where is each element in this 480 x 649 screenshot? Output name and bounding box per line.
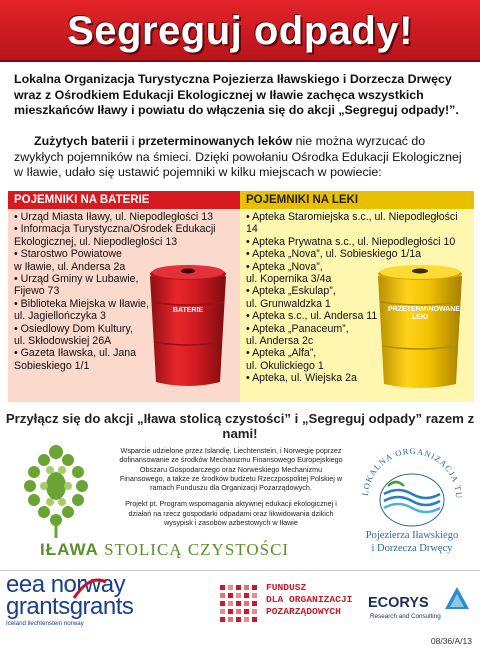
fundusz-line-1: FUNDUSZ [266, 582, 307, 593]
list-item: • Apteka, ul. Wiejska 2a [246, 372, 357, 385]
battery-bin-label: BATERIE [172, 307, 204, 314]
ecorys-logo: ECORYS [368, 595, 429, 611]
support-paragraph-2: Projekt pt. Program wspomagania aktywnej edukacji ekologicznej i działań na rzecz gospodarki odpadami oraz likwidowania dzikich wysypisk i zasobów azbestowych w Iławie [125, 499, 337, 528]
eea-swoosh-icon [70, 574, 110, 604]
info-text-2: nie można wyrzucać do zwykłych pojemników na śmieci. Dzięki powołaniu Ośrodka Edukacji Ekologicznej w Iławie, udało się ustawić pojemniki w kilku miejscach w powiecie: [14, 134, 462, 179]
list-item: • Apteka „Alfa”, ul. Okulickiego 1 [246, 347, 324, 372]
battery-bin-image [146, 262, 230, 390]
print-code: 08/36/A/13 [430, 636, 472, 646]
medicine-bin-image [374, 262, 466, 392]
ilawa-slogan-b: STOLICĄ CZYSTOŚCI [98, 540, 290, 559]
list-item: • Apteka „Eskulap”, ul. Grunwaldzka 1 [246, 285, 336, 310]
header-banner [0, 0, 480, 62]
fundusz-logo [266, 582, 352, 618]
medicines-title: POJEMNIKI NA LEKI [240, 191, 474, 209]
support-text [118, 446, 344, 534]
callout-text: Przyłącz się do akcji „Iława stolicą czystości” i „Segreguj odpady” razem z nami! [5, 411, 475, 441]
ecorys-triangle-icon [444, 586, 470, 610]
ilawa-slogan-a: IŁAWA [40, 540, 99, 559]
eea-line-2: grantsgrants [6, 593, 134, 620]
list-item: • Biblioteka Miejska w Iławie, ul. Jagiellończyka 3 [14, 297, 150, 323]
medicine-bin-label: PRZETERMINOWANE LEKI [388, 306, 460, 321]
fundusz-line-2: DLA ORGANIZACJI [266, 594, 353, 605]
list-item: • Gazeta Iławska, ul. Jana Sobieskiego 1/1 [14, 347, 137, 372]
list-item: • Apteka Staromiejska s.c., ul. Niepodległości 14 [246, 211, 458, 236]
ecorys-sub: Research and Consulting [370, 613, 441, 620]
lot-caption-2: i Dorzecza Drwęcy [371, 542, 453, 554]
fundusz-grid-icon [218, 583, 262, 625]
list-item: • Starostwo Powiatowe w Iławie, ul. Andersa 2a [14, 248, 126, 273]
list-item: • Urząd Miasta Iławy, ul. Niepodległości 13 [14, 211, 213, 223]
lot-ring-text: LOKALNA ORGANIZACJA TU [359, 445, 465, 500]
batteries-title: POJEMNIKI NA BATERIE [8, 191, 240, 209]
page-title: Segreguj odpady! [67, 9, 413, 53]
intro-paragraph: Lokalna Organizacja Turystyczna Pojezierza Iławskiego i Dorzecza Drwęcy wraz z Ośrodkiem Edukacji Ekologicznej w Iławie zachęca wszystkich mieszkańców Iławy i powiatu do włączenia się do akcji „Segreguj odpady!”. [14, 72, 459, 117]
list-item: • Apteka „Nova”, ul. Kopernika 3/4a [246, 260, 332, 286]
fundusz-line-3: POZARZĄDOWYCH [266, 606, 341, 617]
support-paragraph-1: Wsparcie udzielone przez Islandię, Liechtenstein, i Norwegię poprzez dofinansowanie ze środków Mechanizmu Finansowego Europejskiego Obszaru Gospodarczego oraz Norweskiego Mechanizmu Finansowego, a także ze środków budżetu Rzeczpospolitej Polskiej w ramach Funduszu dla Organizacji Pozarządowych. [119, 446, 343, 493]
lot-caption-1: Pojezierza Iławskiego [365, 530, 459, 541]
info-bold-1: Zużytych baterii [34, 134, 129, 148]
list-item: • Apteka „Panaceum”, ul. Andersa 2c [246, 322, 349, 348]
ilawa-slogan [40, 540, 289, 560]
info-paragraph [14, 134, 470, 181]
info-text-1: i [128, 134, 138, 148]
lot-caption [354, 530, 470, 555]
list-item: • Informacja Turystyczna/Ośrodek Edukacji Ekologicznej, ul. Niepodległości 13 [14, 223, 216, 248]
info-bold-2: przeterminowanych leków [137, 134, 293, 148]
list-item: • Apteka Prywatna s.c., ul. Niepodległości 10 [246, 235, 456, 248]
list-item: • Urząd Gminy w Lubawie, Fijewo 73 [14, 273, 139, 298]
list-item: • Apteka „Nova”, ul. Sobieskiego 1/1a [246, 248, 422, 261]
list-item: • Apteka s.c., ul. Andersa 11 [246, 310, 378, 323]
eea-sub: Iceland liechtenstein norway [6, 620, 84, 627]
eea-line-1: eea norway [6, 571, 126, 598]
leaf-logo-icon [16, 440, 96, 540]
list-item: • Osiedlowy Dom Kultury, ul. Skłodowskiej 26A [14, 322, 133, 348]
